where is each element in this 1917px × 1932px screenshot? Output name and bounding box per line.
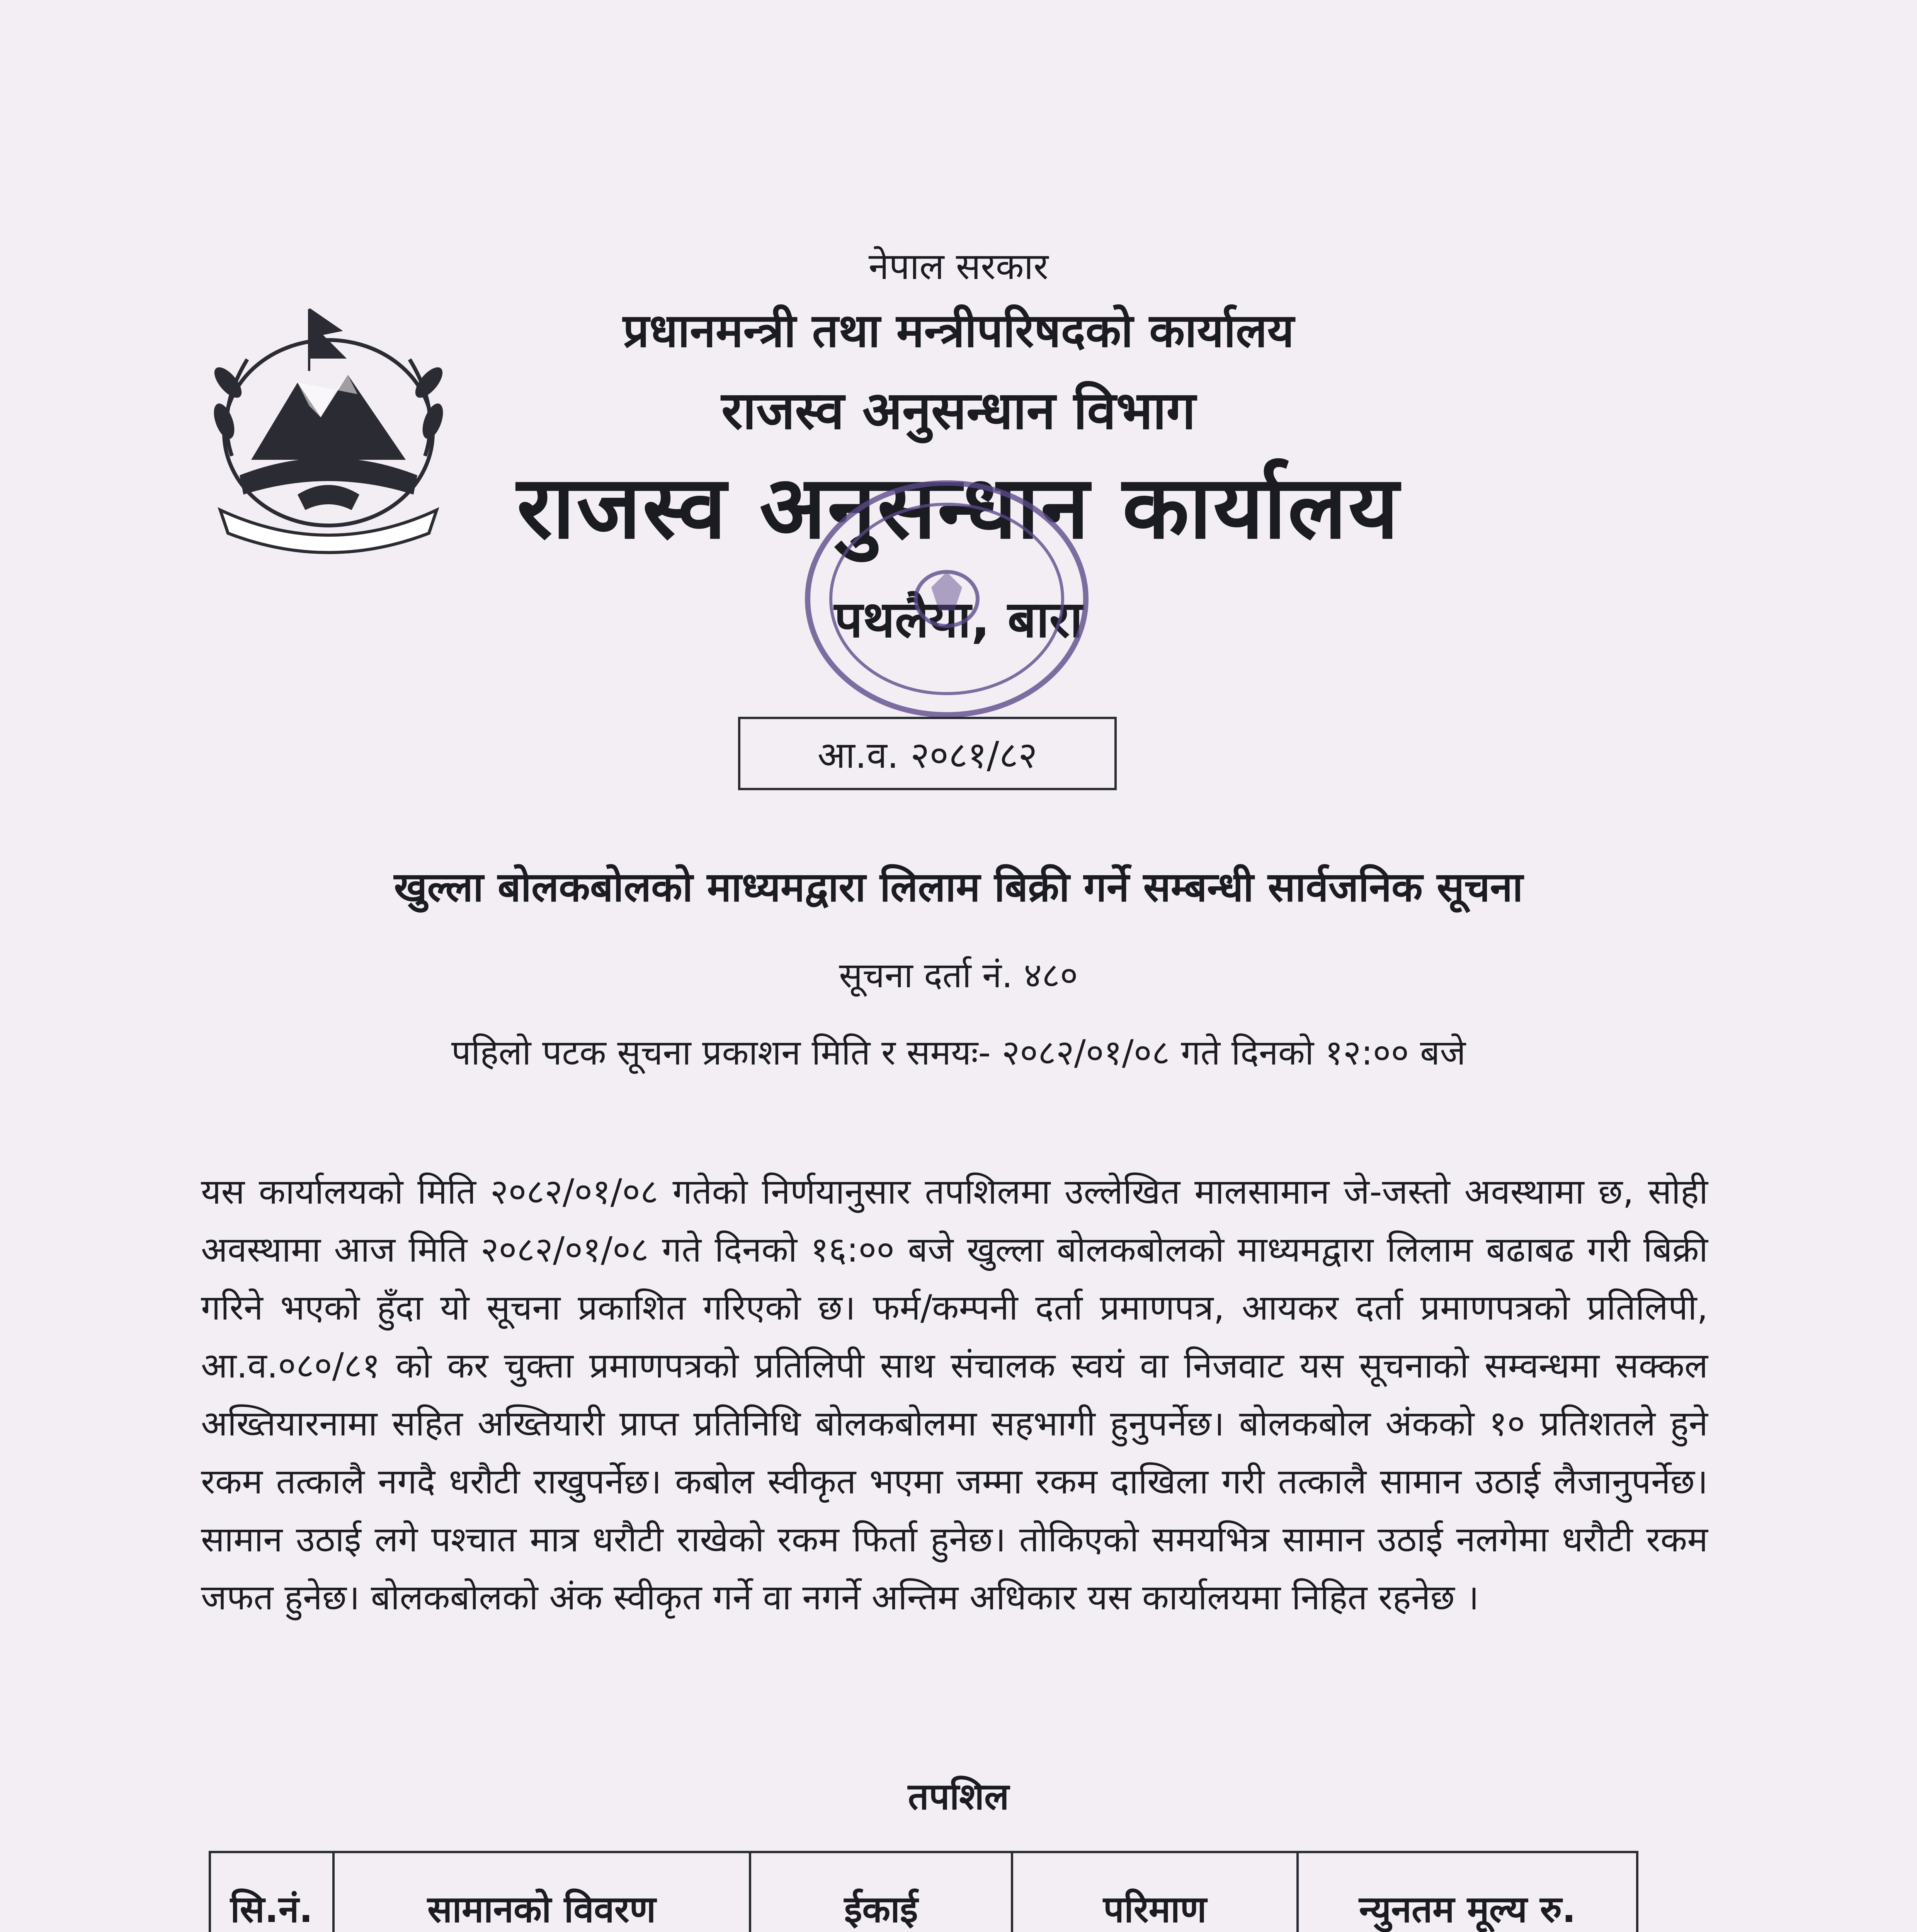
column-header-min-price: न्युनतम मूल्य रु. [1298,1852,1637,1932]
first-publication-date: पहिलो पटक सूचना प्रकाशन मिति र समयः- २०८२/०१/०८ गते दिनको १२:०० बजे [451,1032,1466,1073]
column-header-description: सामानको विवरण [333,1852,750,1932]
column-header-serial: सि.नं. [210,1852,333,1932]
column-header-quantity: परिमाण [1012,1852,1298,1932]
schedule-table [209,1851,1638,1932]
schedule-heading: तपशिल [908,1776,1009,1818]
notice-title: खुल्ला बोलकबोलको माध्यमद्वारा लिलाम बिक्री गर्ने सम्बन्धी सार्वजनिक सूचना [394,864,1523,911]
government-name: नेपाल सरकार [868,245,1049,288]
official-seal-icon [761,456,1140,742]
table-header-row [210,1852,1637,1932]
office-name: राजस्व अनुसन्धान कार्यालय [517,457,1400,558]
fiscal-year-box: आ.व. २०८१/८२ [738,717,1117,790]
notice-body: यस कार्यालयको मिति २०८२/०१/०८ गतेको निर्णयानुसार तपशिलमा उल्लेखित मालसामान जे-जस्तो अवस्थामा छ, सोही अवस्थामा आज मिति २०८२/०१/०८ गते दिनको १६:०० बजे खुल्ला बोलकबोलको माध्यमद्वारा लिलाम बढाबढ गरी बिक्री गरिने भएको हुँदा यो सूचना प्रकाशित गरिएको छ। फर्म/कम्पनी दर्ता प्रमाणपत्र, आयकर दर्ता प्रमाणपत्रको प्रतिलिपी, आ.व.०८०/८१ को कर चुक्ता प्रमाणपत्रको प्रतिलिपी साथ संचालक स्वयं वा निजवाट यस सूचनाको सम्वन्धमा सक्कल अख्तियारनामा सहित अख्तियारी प्राप्त प्रतिनिधि बोलकबोलमा सहभागी हुनुपर्नेछ। बोलकबोल अंकको १० प्रतिशतले हुने रकम तत्कालै नगदै धरौटी राखुपर्नेछ। कबोल स्वीकृत भएमा जम्मा रकम दाखिला गरी तत्कालै सामान उठाई लैजानुपर्नेछ। सामान उठाई लगे पश्चात मात्र धरौटी राखेको रकम फिर्ता हुनेछ। तोकिएको समयभित्र सामान उठाई नलगेमा धरौटी रकम जफत हुनेछ। बोलकबोलको अंक स्वीकृत गर्ने वा नगर्ने अन्तिम अधिकार यस कार्यालयमा निहित रहनेछ । [201,1172,1708,1618]
office-location: पथलैया, बारा [834,590,1083,649]
notice-registration-number: सूचना दर्ता नं. ४८० [839,955,1078,996]
column-header-unit: ईकाई [750,1852,1012,1932]
ministry-name: प्रधानमन्त्री तथा मन्त्रीपरिषदको कार्यालय [623,304,1294,358]
department-name: राजस्व अनुसन्धान विभाग [721,380,1196,441]
